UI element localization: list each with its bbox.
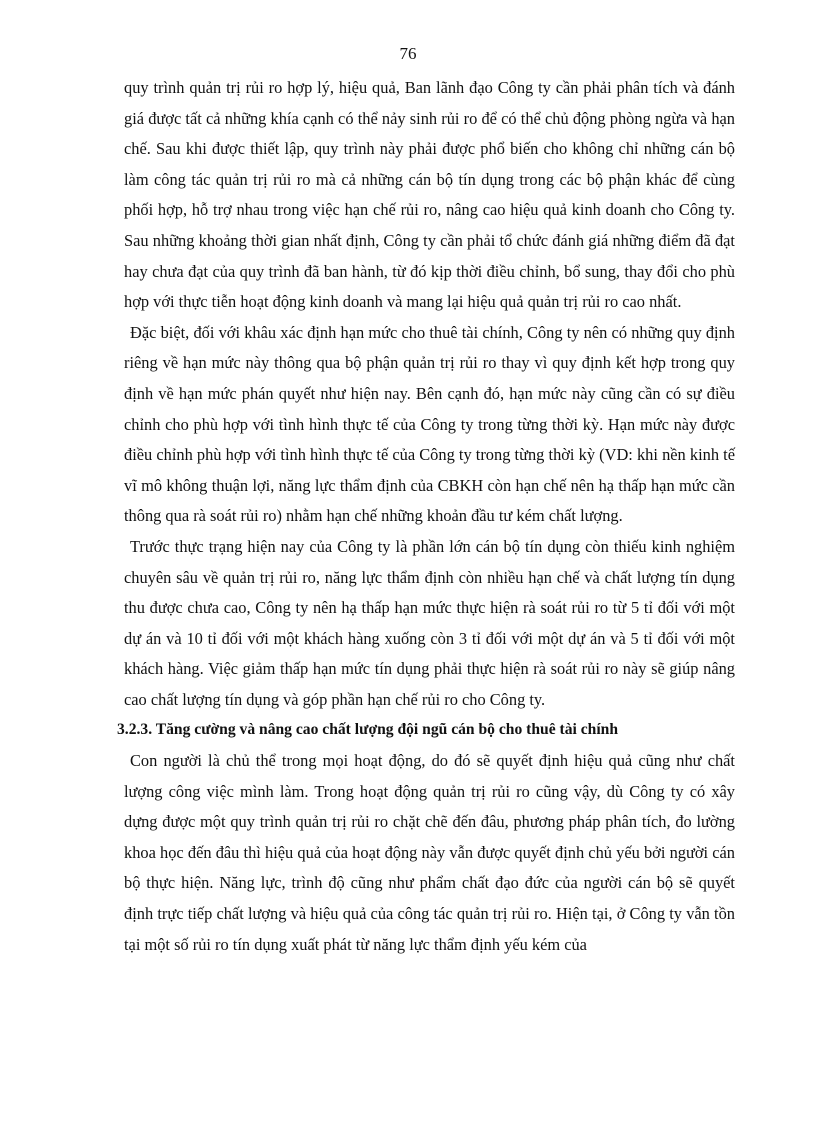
paragraph-human-resources: Con người là chủ thể trong mọi hoạt động, do đó sẽ quyết định hiệu quả cũng như chất lượng công việc mình làm. Trong hoạt động quản trị rủi ro cũng vậy, dù Công ty có xây dựng được một quy trình quản trị rủi ro chặt chẽ đến đâu, phương pháp phân tích, đo lường khoa học đến đâu thì hiệu quả của hoạt động này vẫn được quyết định chủ yếu bởi người cán bộ thực hiện. Năng lực, trình độ cũng như phẩm chất đạo đức của người cán bộ sẽ quyết định trực tiếp chất lượng và hiệu quả của công tác quản trị rủi ro. Hiện tại, ở Công ty vẫn tồn tại một số rủi ro tín dụng xuất phát từ năng lực thẩm định yếu kém của [124, 751, 735, 954]
document-body [117, 73, 735, 960]
page-number: 76 [399, 44, 417, 63]
paragraph-risk-process: quy trình quản trị rủi ro hợp lý, hiệu quả, Ban lãnh đạo Công ty cần phải phân tích và đánh giá được tất cả những khía cạnh có thể nảy sinh rủi ro để có thể chủ động phòng ngừa và hạn chế. Sau khi được thiết lập, quy trình này phải được phổ biến cho không chỉ những cán bộ làm công tác quản trị rủi ro mà cả những cán bộ tín dụng trong các bộ phận khác để cùng phối hợp, hỗ trợ nhau trong việc hạn chế rủi ro, nâng cao hiệu quả kinh doanh cho Công ty. Sau những khoảng thời gian nhất định, Công ty cần phải tổ chức đánh giá những điểm đã đạt hay chưa đạt của quy trình đã ban hành, từ đó kịp thời điều chỉnh, bổ sung, thay đổi cho phù hợp với thực tiễn hoạt động kinh doanh và mang lại hiệu quả quản trị rủi ro cao nhất. [124, 78, 735, 312]
paragraph-lower-threshold: Trước thực trạng hiện nay của Công ty là phần lớn cán bộ tín dụng còn thiếu kinh nghiệm chuyên sâu về quản trị rủi ro, năng lực thẩm định còn nhiều hạn chế và chất lượng tín dụng thu được chưa cao, Công ty nên hạ thấp hạn mức thực hiện rà soát rủi ro từ 5 tỉ đối với một dự án và 10 tỉ đối với một khách hàng xuống còn 3 tỉ đối với một dự án và 5 tỉ đối với một khách hàng. Việc giảm thấp hạn mức tín dụng phải thực hiện rà soát rủi ro này sẽ giúp nâng cao chất lượng tín dụng và góp phần hạn chế rủi ro cho Công ty. [124, 536, 735, 709]
section-heading: 3.2.3. Tăng cường và nâng cao chất lượng đội ngũ cán bộ cho thuê tài chính [117, 721, 619, 739]
paragraph-leasing-limit: Đặc biệt, đối với khâu xác định hạn mức cho thuê tài chính, Công ty nên có những quy định riêng về hạn mức này thông qua bộ phận quản trị rủi ro thay vì quy định kết hợp trong quy định về hạn mức phán quyết như hiện nay. Bên cạnh đó, hạn mức này cũng cần có sự điều chỉnh cho phù hợp với tình hình thực tế của Công ty trong từng thời kỳ. Hạn mức này được điều chỉnh phù hợp với tình hình thực tế của Công ty trong từng thời kỳ (VD: khi nền kinh tế vĩ mô không thuận lợi, năng lực thẩm định của CBKH còn hạn chế nên hạ thấp hạn mức cần thông qua rà soát rủi ro) nhằm hạn chế những khoản đầu tư kém chất lượng. [124, 322, 735, 526]
